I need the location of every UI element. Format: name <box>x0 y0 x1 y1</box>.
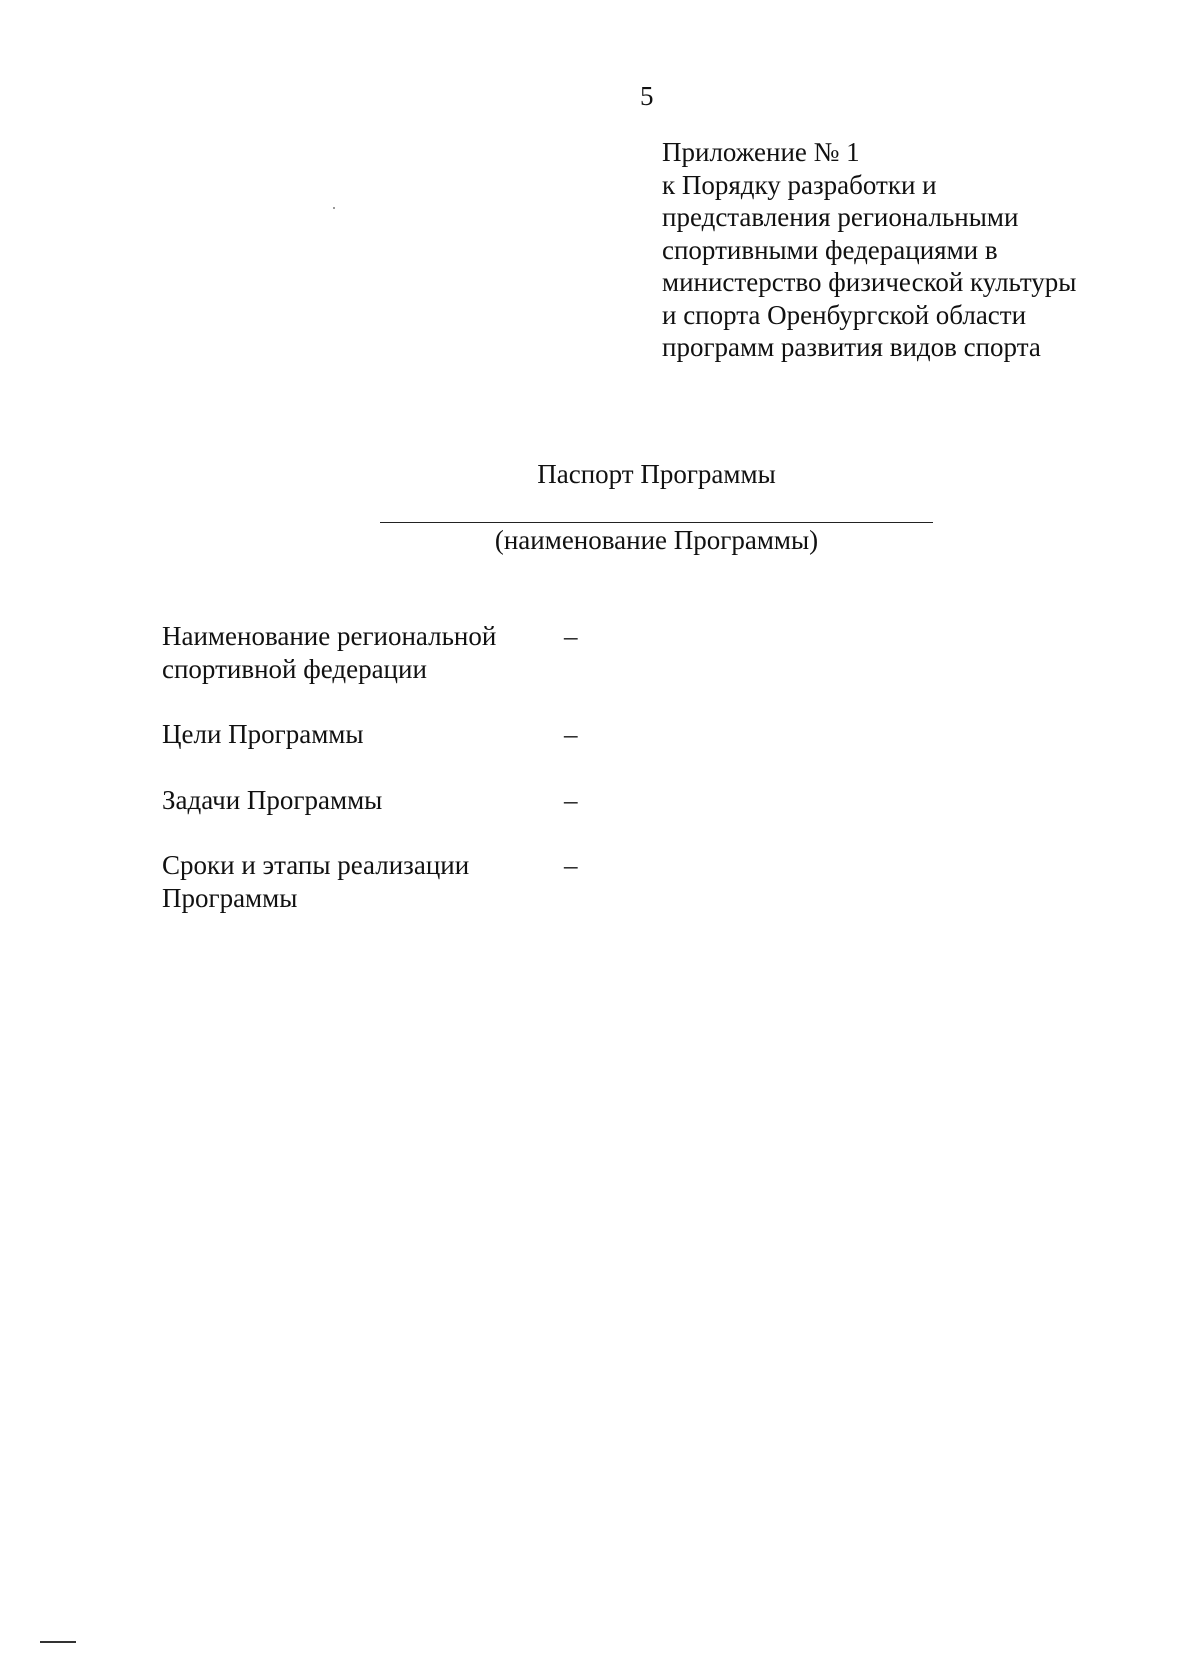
appendix-line: к Порядку разработки и <box>662 169 937 200</box>
field-label-line: Задачи Программы <box>162 784 383 815</box>
field-dash: – <box>564 621 578 651</box>
field-row-tasks <box>162 784 762 817</box>
program-name-caption: (наименование Программы) <box>494 525 819 555</box>
field-label <box>162 784 564 817</box>
field-row-federation-name <box>162 620 762 685</box>
field-label-line: Цели Программы <box>162 719 364 749</box>
field-label <box>162 849 564 914</box>
appendix-line: министерство физической культуры <box>662 267 1077 297</box>
field-row-goals <box>162 718 762 751</box>
appendix-block <box>662 136 1182 364</box>
appendix-line: программ развития видов спорта <box>662 332 1041 362</box>
field-dash: – <box>564 784 578 815</box>
appendix-line: представления региональными <box>662 202 1019 232</box>
appendix-line: и спорта Оренбургской области <box>662 299 1027 330</box>
appendix-line: спортивными федерациями в <box>662 234 998 265</box>
field-dash: – <box>564 850 578 880</box>
field-row-timeline <box>162 849 762 914</box>
appendix-line: Приложение № 1 <box>662 137 860 167</box>
field-dash: – <box>564 719 578 749</box>
field-label <box>162 620 564 685</box>
field-label-line: спортивной федерации <box>162 653 427 684</box>
page-number: 5 <box>640 81 654 111</box>
passport-title: Паспорт Программы <box>537 459 776 489</box>
field-label <box>162 718 564 751</box>
field-label-line: Программы <box>162 882 298 913</box>
program-name-blank-line <box>380 522 933 523</box>
scan-speck <box>333 207 335 209</box>
passport-fields <box>162 620 762 947</box>
scan-corner-mark <box>40 1641 76 1643</box>
field-label-line: Наименование региональной <box>162 621 497 651</box>
field-label-line: Сроки и этапы реализации <box>162 850 470 880</box>
